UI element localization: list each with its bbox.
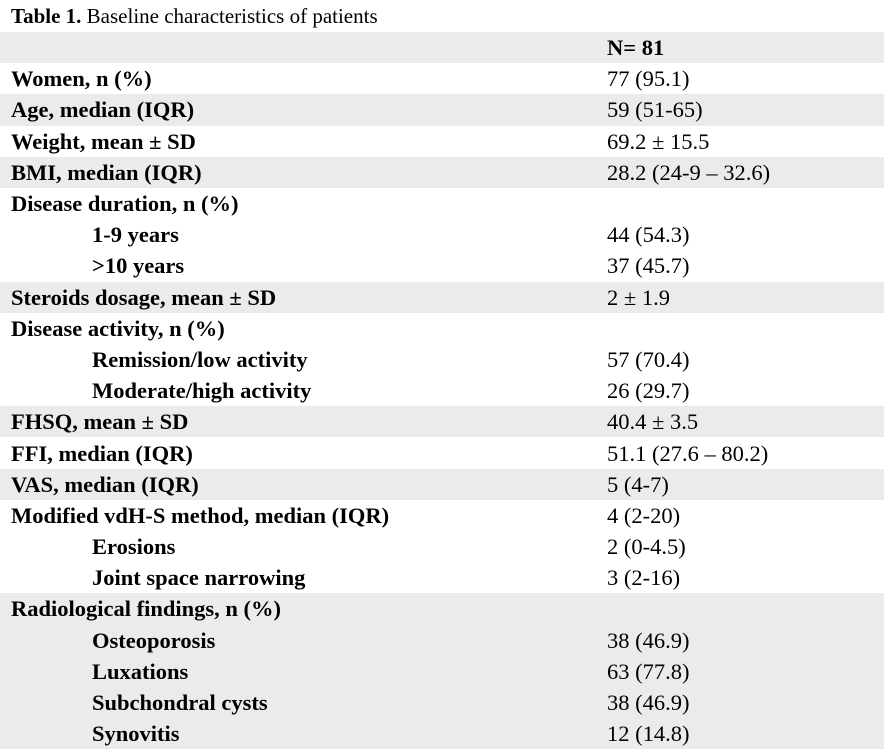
row-value-cell: 44 (54.3) xyxy=(607,222,690,248)
row-label-cell: Remission/low activity xyxy=(92,346,308,372)
row-value-cell: 26 (29.7) xyxy=(607,378,690,404)
row-label-cell: Luxations xyxy=(0,656,596,687)
row-label-cell: Modified vdH-S method, median (IQR) xyxy=(11,502,390,528)
table-caption-label: Table 1. xyxy=(11,4,82,28)
table-row xyxy=(0,437,884,468)
row-label-cell: FFI, median (IQR) xyxy=(11,440,193,466)
row-value-cell: 12 (14.8) xyxy=(596,718,884,749)
row-value-cell: 5 (4-7) xyxy=(596,469,884,500)
header-label-cell xyxy=(0,32,596,63)
row-label-cell: Erosions xyxy=(92,534,176,560)
row-value-cell: 4 (2-20) xyxy=(607,502,681,528)
row-value-cell: 63 (77.8) xyxy=(596,656,884,687)
row-value-cell: 69.2 ± 15.5 xyxy=(607,128,710,154)
table-row xyxy=(0,500,884,531)
row-label-cell: Moderate/high activity xyxy=(92,378,312,404)
row-label-cell: Steroids dosage, mean ± SD xyxy=(0,282,596,313)
row-label-cell: 1-9 years xyxy=(92,222,179,248)
table-row xyxy=(0,718,884,749)
table-row xyxy=(0,313,884,344)
row-value-cell: 37 (45.7) xyxy=(607,253,690,279)
table-row xyxy=(0,126,884,157)
table-row xyxy=(0,531,884,562)
row-label-cell: Disease duration, n (%) xyxy=(11,191,239,217)
table-row xyxy=(0,469,884,500)
table-row xyxy=(0,625,884,656)
row-label-cell: Synovitis xyxy=(0,718,596,749)
row-value-cell xyxy=(596,313,884,344)
table-header-row xyxy=(0,32,884,63)
table-row xyxy=(0,406,884,437)
row-value-cell xyxy=(596,188,884,219)
row-label-cell: VAS, median (IQR) xyxy=(0,469,596,500)
row-value-cell: 51.1 (27.6 – 80.2) xyxy=(607,440,769,466)
table-row xyxy=(0,219,884,250)
table-row xyxy=(0,157,884,188)
baseline-characteristics-table xyxy=(0,32,884,749)
row-value-cell: 2 (0-4.5) xyxy=(607,534,686,560)
row-value-cell: 38 (46.9) xyxy=(596,687,884,718)
table-row xyxy=(0,593,884,624)
row-value-cell: 28.2 (24-9 – 32.6) xyxy=(596,157,884,188)
table-body xyxy=(0,63,884,749)
table-row xyxy=(0,687,884,718)
table-row xyxy=(0,63,884,94)
row-label-cell: Joint space narrowing xyxy=(92,565,306,591)
row-value-cell: 40.4 ± 3.5 xyxy=(596,406,884,437)
row-value-cell: 77 (95.1) xyxy=(607,66,690,92)
table-caption-text: Baseline characteristics of patients xyxy=(86,4,378,28)
row-label-cell: FHSQ, mean ± SD xyxy=(0,406,596,437)
table-row xyxy=(0,94,884,125)
row-value-cell xyxy=(596,593,884,624)
table-row xyxy=(0,188,884,219)
row-value-cell: 2 ± 1.9 xyxy=(596,282,884,313)
row-label-cell: >10 years xyxy=(92,253,185,279)
row-value-cell: 3 (2-16) xyxy=(607,565,681,591)
row-value-cell: 57 (70.4) xyxy=(607,346,690,372)
row-label-cell: Osteoporosis xyxy=(0,625,596,656)
row-label-cell: Radiological findings, n (%) xyxy=(0,593,596,624)
row-label-cell: Age, median (IQR) xyxy=(0,94,596,125)
table-row xyxy=(0,250,884,281)
row-label-cell: Weight, mean ± SD xyxy=(11,128,196,154)
row-value-cell: 59 (51-65) xyxy=(596,94,884,125)
table-row xyxy=(0,344,884,375)
header-n-cell: N= 81 xyxy=(596,32,884,63)
table-caption xyxy=(0,0,884,32)
row-label-cell: Subchondral cysts xyxy=(0,687,596,718)
row-label-cell: Women, n (%) xyxy=(11,66,152,92)
row-label-cell: Disease activity, n (%) xyxy=(11,315,225,341)
table-row xyxy=(0,375,884,406)
row-label-cell: BMI, median (IQR) xyxy=(0,157,596,188)
table-row xyxy=(0,562,884,593)
row-value-cell: 38 (46.9) xyxy=(596,625,884,656)
table-row xyxy=(0,282,884,313)
table-row xyxy=(0,656,884,687)
